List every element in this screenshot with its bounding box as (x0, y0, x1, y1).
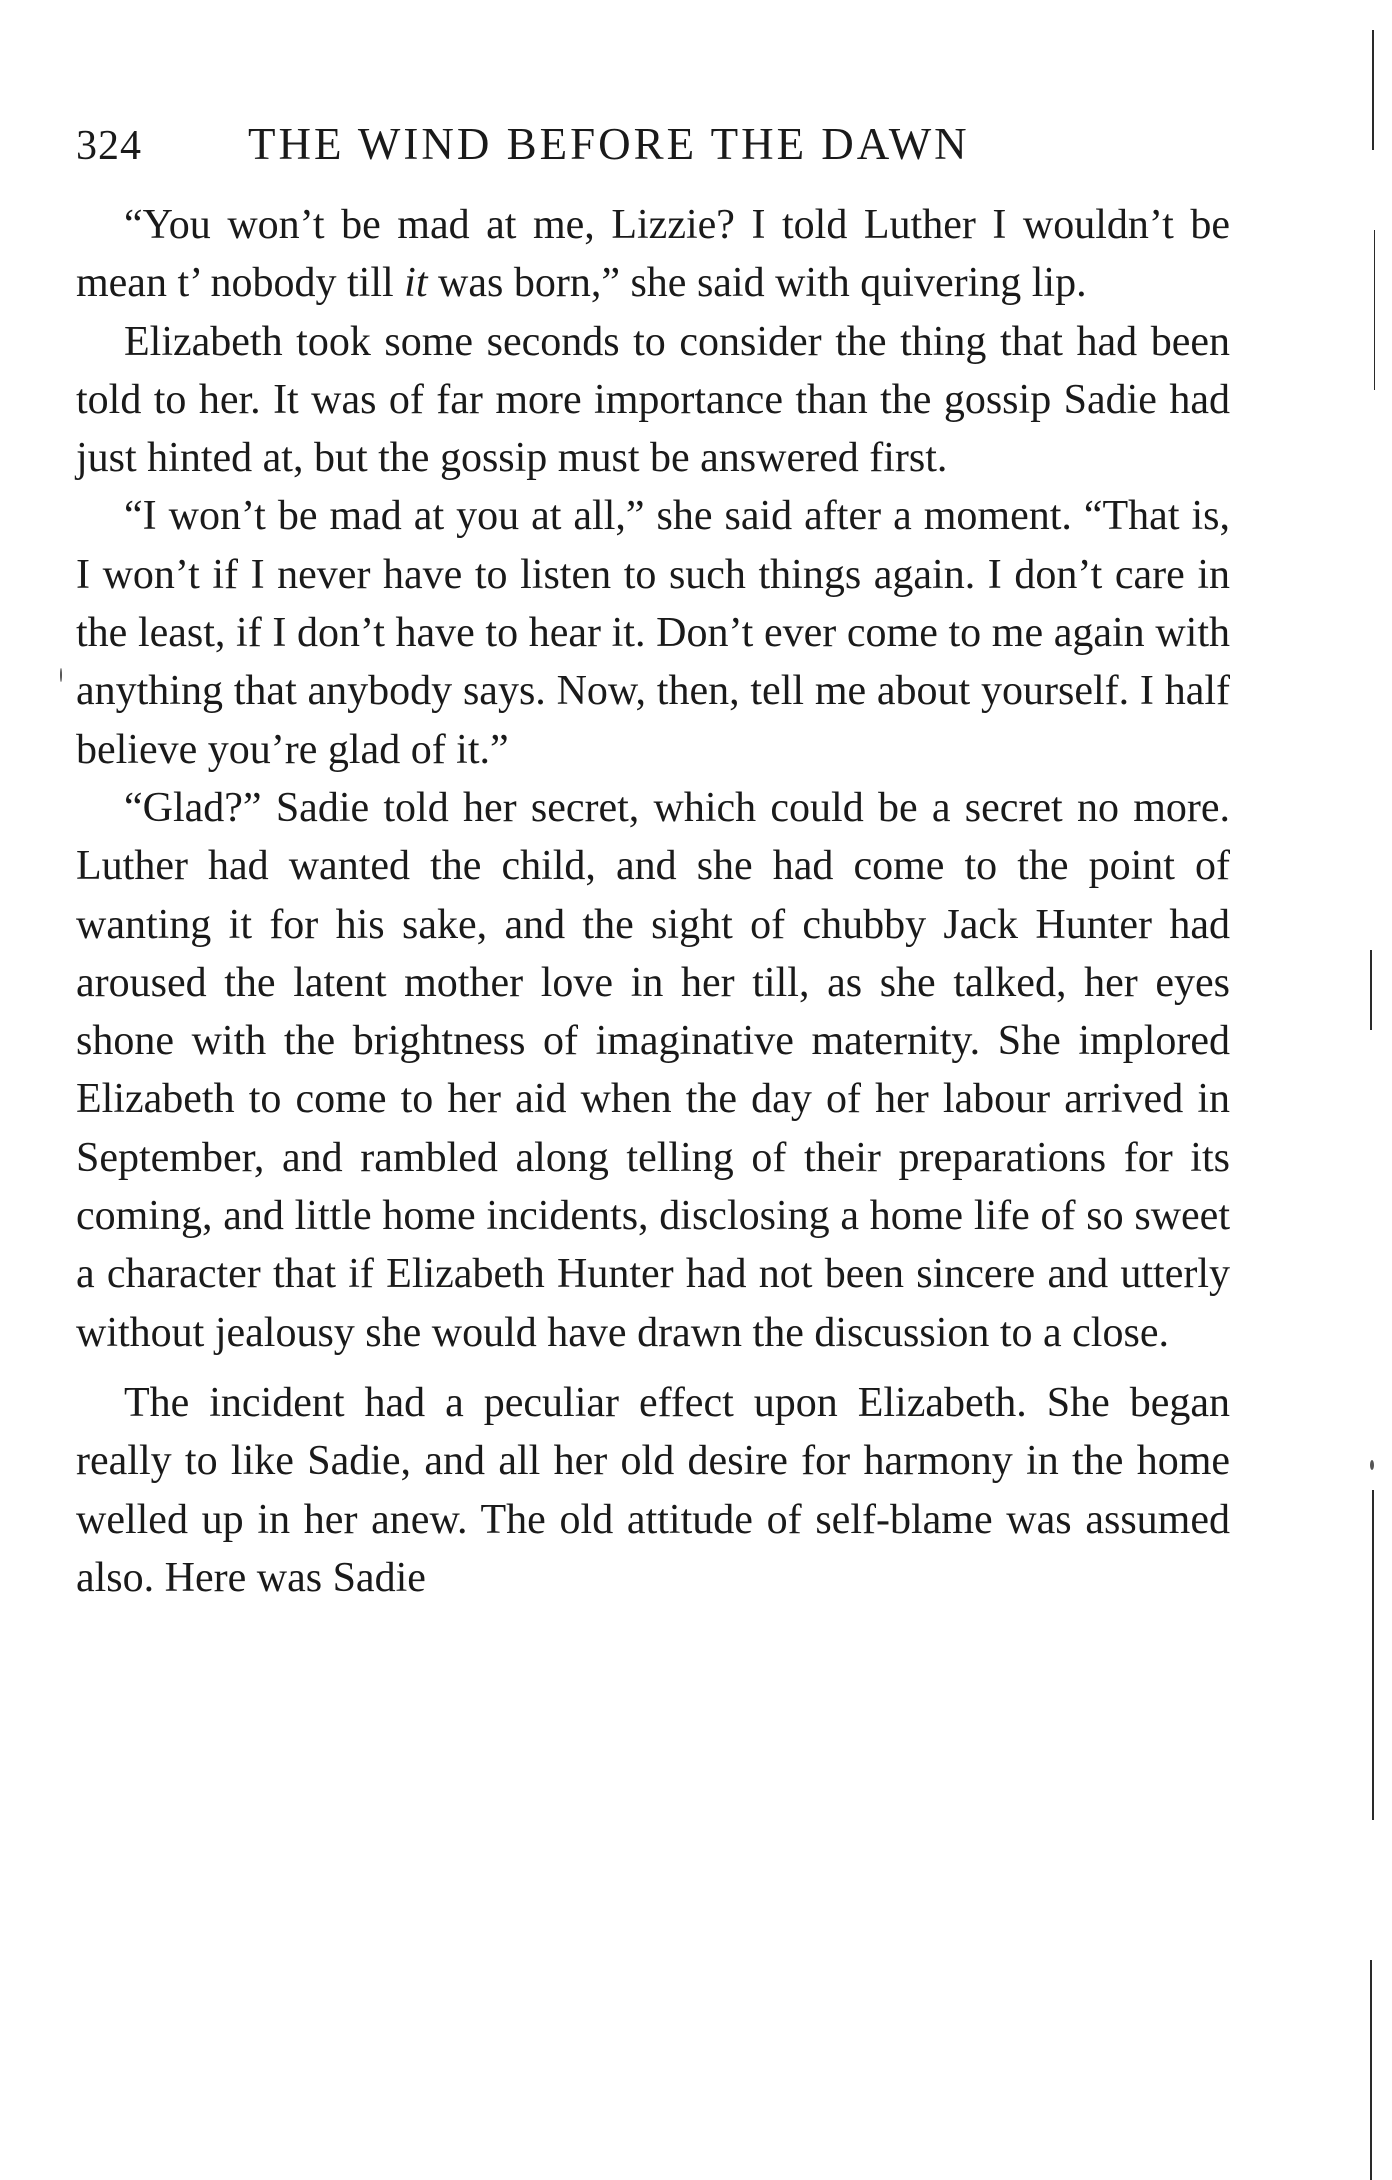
paragraph: “Glad?” Sadie told her secret, which could be a secret no more. Luther had wanted the child, and she had come to the point of wanting it for his sake, and the sight of chubby Jack Hunter had aroused the latent mother love in her till, as she talked, her eyes shone with the brightness of imaginative maternity. She implored Elizabeth to come to her aid when the day of her labour arrived in September, and rambled along telling of their preparations for its coming, and little home incidents, disclosing a home life of so sweet a character that if Elizabeth Hunter had not been sincere and utterly without jealousy she would have drawn the discussion to a close. (76, 784, 1230, 1356)
paragraph: Elizabeth took some seconds to consider the thing that had been told to her. It was of far more importance than the gossip Sadie had just hinted at, but the gossip must be answered first. (76, 318, 1230, 482)
paragraph: “You won’t be mad at me, Lizzie? I told Luther I wouldn’t be mean t’ nobody till it was born,” she said with quivering lip. (76, 202, 1230, 307)
text-body (76, 196, 1230, 1607)
scan-speck (1370, 1460, 1374, 1470)
italic-word: it (404, 260, 428, 307)
scan-margin-line (1370, 1960, 1372, 2180)
page-number: 324 (76, 123, 142, 169)
running-title: THE WIND BEFORE THE DAWN (248, 119, 970, 169)
scan-margin-line (1374, 230, 1375, 390)
running-head (76, 118, 1236, 178)
paragraph: “I won’t be mad at you at all,” she said after a moment. “That is, I won’t if I never have to listen to such things again. I don’t care in the least, if I don’t have to hear it. Don’t ever come to me again with anything that anybody says. Now, then, tell me about yourself. I half believe you’re glad of it.” (76, 493, 1230, 773)
scan-speck (60, 668, 62, 682)
scan-margin-line (1372, 30, 1374, 150)
scan-margin-line (1372, 1490, 1374, 1820)
scan-margin-line (1370, 950, 1372, 1030)
paragraph: The incident had a peculiar effect upon Elizabeth. She began really to like Sadie, and all her old desire for harmony in the home welled up in her anew. The old attitude of self-blame was assumed also. Here was Sadie (76, 1379, 1230, 1601)
